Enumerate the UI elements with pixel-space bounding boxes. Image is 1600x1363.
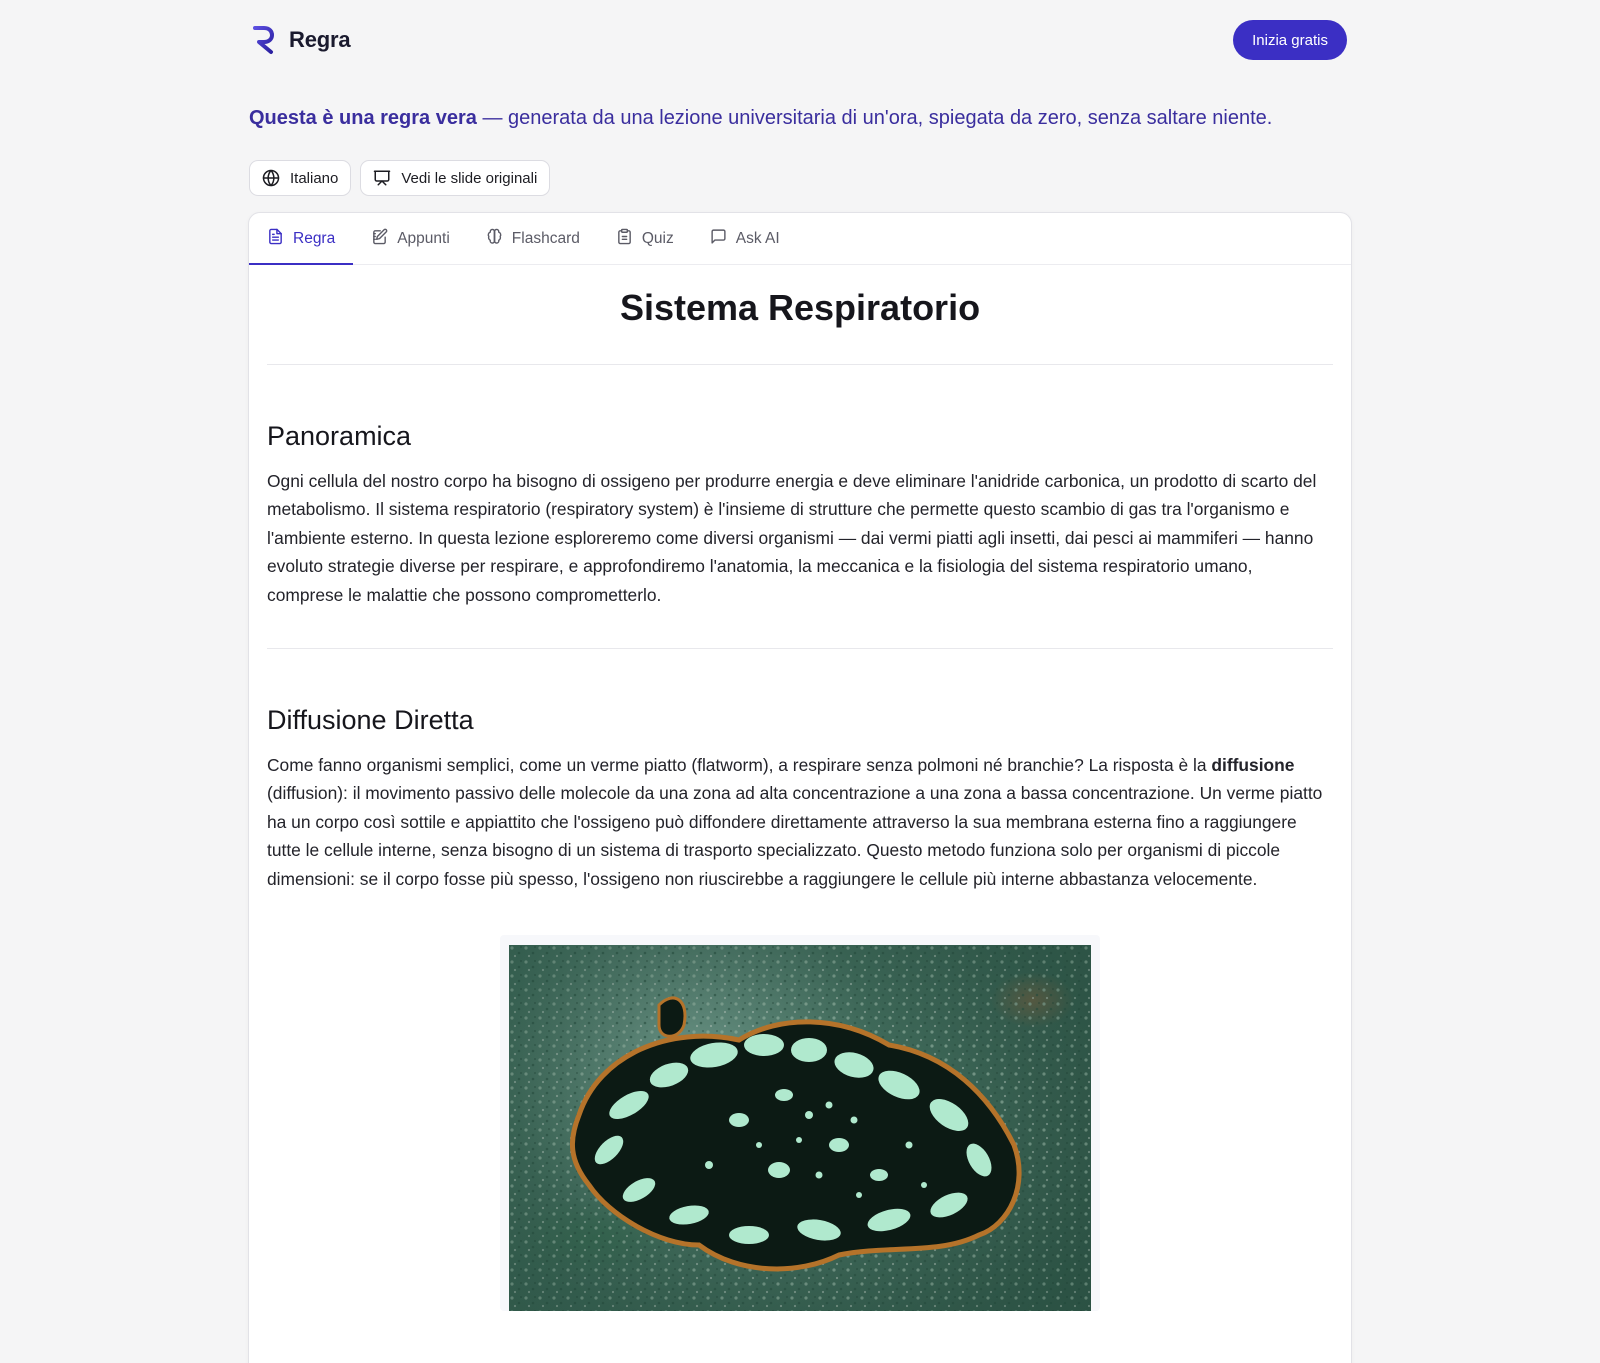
- clipboard-icon: [616, 228, 633, 250]
- tab-ask-ai[interactable]: [692, 213, 798, 264]
- brand[interactable]: [249, 25, 350, 55]
- section-diffusione-diretta: [267, 703, 1333, 1311]
- language-label: Italiano: [290, 169, 339, 187]
- section-paragraph: [267, 751, 1333, 893]
- paragraph-text: (diffusion): il movimento passivo delle molecole da una zona ad alta concentrazione a una zona a bassa concentrazione. Un verme piatto ha un corpo così sottile e appiattito che l'ossigeno può diffondere direttamente attraverso la sua membrana esterna fino a raggiungere tutte le cellule interne, senza bisogno di un sistema di trasporto specializzato. Questo metodo funziona solo per organismi di piccole dimensioni: se il corpo fosse più spesso, l'ossigeno non riuscirebbe a raggiungere le cellule più interne abbastanza velocemente.: [267, 783, 1323, 889]
- paragraph-text: Come fanno organismi semplici, come un verme piatto (flatworm), a respirare senza polmoni né branchie? La risposta è la: [267, 755, 1212, 776]
- tab-label: Flashcard: [511, 229, 580, 247]
- regra-logo-icon: [249, 25, 279, 55]
- brand-name: Regra: [289, 27, 351, 52]
- top-header: [249, 19, 1347, 61]
- brain-icon: [486, 228, 503, 250]
- tab-quiz[interactable]: [598, 213, 692, 264]
- tab-label: Quiz: [641, 229, 674, 247]
- document-icon: [267, 228, 284, 250]
- view-slides-label: Vedi le slide originali: [401, 169, 538, 187]
- flatworm-figure: [500, 935, 1100, 1311]
- chat-icon: [710, 228, 727, 250]
- tagline-bold: Questa è una regra vera: [249, 107, 477, 129]
- language-selector[interactable]: [249, 160, 351, 196]
- view-slides-button[interactable]: [360, 160, 550, 196]
- section-heading: Panoramica: [267, 421, 412, 451]
- document-body: [249, 287, 1351, 1311]
- divider: [267, 364, 1333, 365]
- tab-bar: [249, 213, 1351, 265]
- tab-appunti[interactable]: [353, 213, 468, 264]
- tagline-rest: — generata da una lezione universitaria di un'ora, spiegata da zero, senza saltare niente.: [476, 107, 1273, 129]
- document-title: Sistema Respiratorio: [619, 287, 981, 328]
- globe-icon: [262, 169, 280, 187]
- tab-label: Regra: [293, 229, 336, 247]
- tab-flashcard[interactable]: [468, 213, 598, 264]
- tagline: [249, 107, 1359, 130]
- presentation-icon: [373, 169, 391, 187]
- toolbar-pills: [249, 160, 550, 196]
- start-free-button[interactable]: Inizia gratis: [1233, 20, 1347, 60]
- section-paragraph: Ogni cellula del nostro corpo ha bisogno di ossigeno per produrre energia e deve eliminare l'anidride carbonica, un prodotto di scarto del metabolismo. Il sistema respiratorio (respiratory system) è l'insieme di strutture che permette questo scambio di gas tra l'organismo e l'ambiente esterno. In questa lezione esploreremo come diversi organismi — dai vermi piatti agli insetti, dai pesci ai mammiferi — hanno evoluto strategie diverse per respirare, e approfondiremo l'anatomia, la meccanica e la fisiologia del sistema respiratorio umano, comprese le malattie che possono comprometterlo.: [267, 471, 1317, 605]
- edit-notes-icon: [371, 228, 388, 250]
- section-heading: Diffusione Diretta: [267, 705, 474, 736]
- tab-regra[interactable]: [249, 213, 353, 264]
- key-term: diffusione: [1211, 755, 1295, 776]
- divider: [267, 648, 1333, 649]
- content-card: [248, 212, 1352, 1363]
- tab-label: Appunti: [397, 229, 450, 247]
- section-panoramica: [267, 419, 1333, 609]
- tab-label: Ask AI: [735, 229, 780, 247]
- flatworm-photo: [509, 945, 1091, 1311]
